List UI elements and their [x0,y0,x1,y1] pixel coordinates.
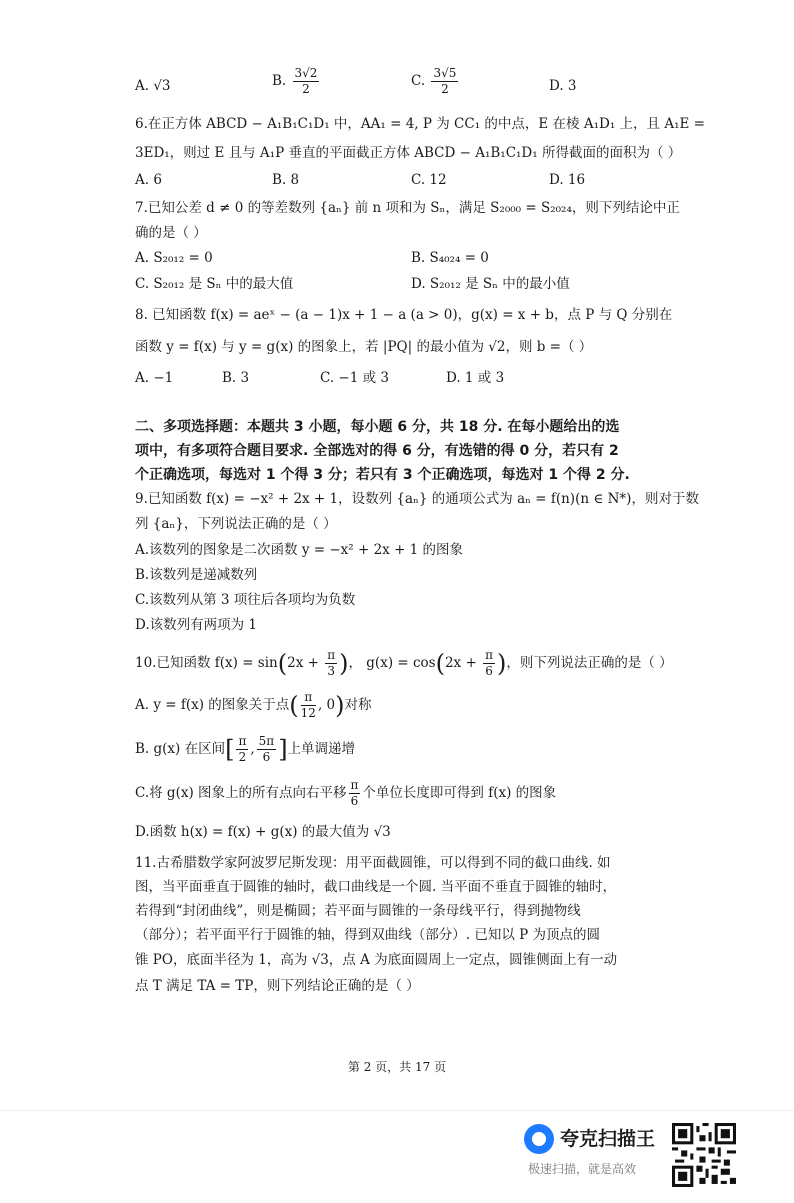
q11-stem-line6: 点 T 满足 TA = TP，则下列结论正确的是（ ） [135,978,420,994]
q10-option-b-fraction1: $\frac{\pi}{2}$ [238,734,247,764]
watermark-subtitle: 极速扫描，就是高效 [528,1162,637,1176]
q10-stem: 10.已知函数 f(x) = sin(2x + $\frac{\pi}{3}$ )， g(x) = cos(2x + $\frac{\pi}{6}$ )，则下列说法正确的是（ ） [135,648,673,678]
q11-stem-line5: 锥 PO，底面半径为 1，高为 √3，点 A 为底面圆周上一定点，圆锥侧面上有一动 [135,952,618,968]
q5-option-b: B. $\frac{3√2}{2}$ [272,66,318,96]
q8-stem-line2: 函数 y = f(x) 与 y = g(x) 的图象上，若 |PQ| 的最小值为 √2，则 b =（ ） [135,339,593,355]
q6-option-c: C. 12 [411,172,447,188]
q10-option-b: B. g(x) 在区间[ $\frac{\pi}{2}$ , $\frac{5\pi}{6}$ ]上单调递增 [135,734,356,764]
q10-option-c: C.将 g(x) 图象上的所有点向右平移 $\frac{\pi}{6}$ 个单位长度即可得到 f(x) 的图象 [135,778,557,808]
q9-option-d: D.该数列有两项为 1 [135,617,258,633]
q6-option-b: B. 8 [272,172,300,188]
q11-stem-line3: 若得到“封闭曲线”，则是椭圆；若平面与圆锥的一条母线平行，得到抛物线 [135,903,581,919]
q11-stem-line4: （部分）；若平面平行于圆锥的轴，得到双曲线（部分）. 已知以 P 为顶点的圆 [135,927,600,943]
page-number: 第 2 页，共 17 页 [347,1060,447,1074]
q7-option-b: B. S₄₀₂₄ = 0 [411,250,489,266]
quark-scanner-logo-icon [524,1124,554,1154]
q10-option-d: D.函数 h(x) = f(x) + g(x) 的最大值为 √3 [135,824,391,840]
q6-stem-line2: 3ED₁，则过 E 且与 A₁P 垂直的平面截正方体 ABCD − A₁B₁C₁D₁ 所得截面的面积为（ ） [135,145,682,161]
q8-stem-line1: 8. 已知函数 f(x) = aeˣ − (a − 1)x + 1 − a (a > 0)，g(x) = x + b，点 P 与 Q 分别在 [135,307,673,323]
section2-heading-line2: 项中，有多项符合题目要求. 全部选对的得 6 分，有选错的得 0 分，若只有 2 [135,443,619,459]
q6-option-d: D. 16 [549,172,586,188]
q7-option-c: C. S₂₀₁₂ 是 Sₙ 中的最大值 [135,276,294,292]
q10-option-b-fraction2: $\frac{5\pi}{6}$ [258,734,275,764]
section2-heading-line1: 二、多项选择题：本题共 3 小题，每小题 6 分，共 18 分. 在每小题给出的选 [135,419,620,435]
q5-option-a: A. √3 [135,78,171,94]
q9-option-c: C.该数列从第 3 项往后各项均为负数 [135,592,356,608]
q5-option-c: C. $\frac{3√5}{2}$ [411,66,457,96]
q5-option-b-fraction: $\frac{3√2}{2}$ [294,66,318,96]
q10-option-a: A. y = f(x) 的图象关于点( $\frac{\pi}{12}$ , 0)对称 [135,690,372,720]
q9-option-b: B.该数列是递减数列 [135,567,258,583]
q8-option-a: A. −1 [135,370,174,386]
q10-option-c-fraction: $\frac{\pi}{6}$ [350,778,359,808]
q6-option-a: A. 6 [135,172,162,188]
q7-option-d: D. S₂₀₁₂ 是 Sₙ 中的最小值 [411,276,570,292]
watermark-title: 夸克扫描王 [560,1128,656,1150]
q7-stem-line1: 7.已知公差 d ≠ 0 的等差数列 {aₙ} 前 n 项和为 Sₙ，满足 S₂₀₀₀ = S₂₀₂₄，则下列结论中正 [135,200,680,216]
q6-stem-line1: 6.在正方体 ABCD − A₁B₁C₁D₁ 中，AA₁ = 4, P 为 CC₁ 的中点，E 在棱 A₁D₁ 上，且 A₁E = [135,116,705,132]
q5-option-c-fraction: $\frac{3√5}{2}$ [433,66,457,96]
q8-option-d: D. 1 或 3 [446,370,505,386]
q9-stem-line1: 9.已知函数 f(x) = −x² + 2x + 1，设数列 {aₙ} 的通项公式为 aₙ = f(n)(n ∈ N*)，则对于数 [135,491,699,507]
q8-option-c: C. −1 或 3 [320,370,390,386]
q10-pi-over-3: $\frac{\pi}{3}$ [327,648,336,678]
qr-code-icon [672,1123,736,1187]
q7-option-a: A. S₂₀₁₂ = 0 [135,250,213,266]
q11-stem-line1: 11.古希腊数学家阿波罗尼斯发现：用平面截圆锥，可以得到不同的截口曲线. 如 [135,855,611,871]
q10-pi-over-6: $\frac{\pi}{6}$ [485,648,493,678]
q7-stem-line2: 确的是（ ） [135,225,207,241]
section2-heading-line3: 个正确选项，每选对 1 个得 3 分；若只有 3 个正确选项，每选对 1 个得 2 分. [135,467,630,483]
q9-stem-line2: 列 {aₙ}，下列说法正确的是（ ） [135,516,337,532]
q8-option-b: B. 3 [222,370,250,386]
q5-option-d: D. 3 [549,78,577,94]
q9-option-a: A.该数列的图象是二次函数 y = −x² + 2x + 1 的图象 [135,542,464,558]
q10-option-a-fraction: $\frac{\pi}{12}$ [300,690,316,720]
q11-stem-line2: 图，当平面垂直于圆锥的轴时，截口曲线是一个圆. 当平面不垂直于圆锥的轴时， [135,879,617,895]
